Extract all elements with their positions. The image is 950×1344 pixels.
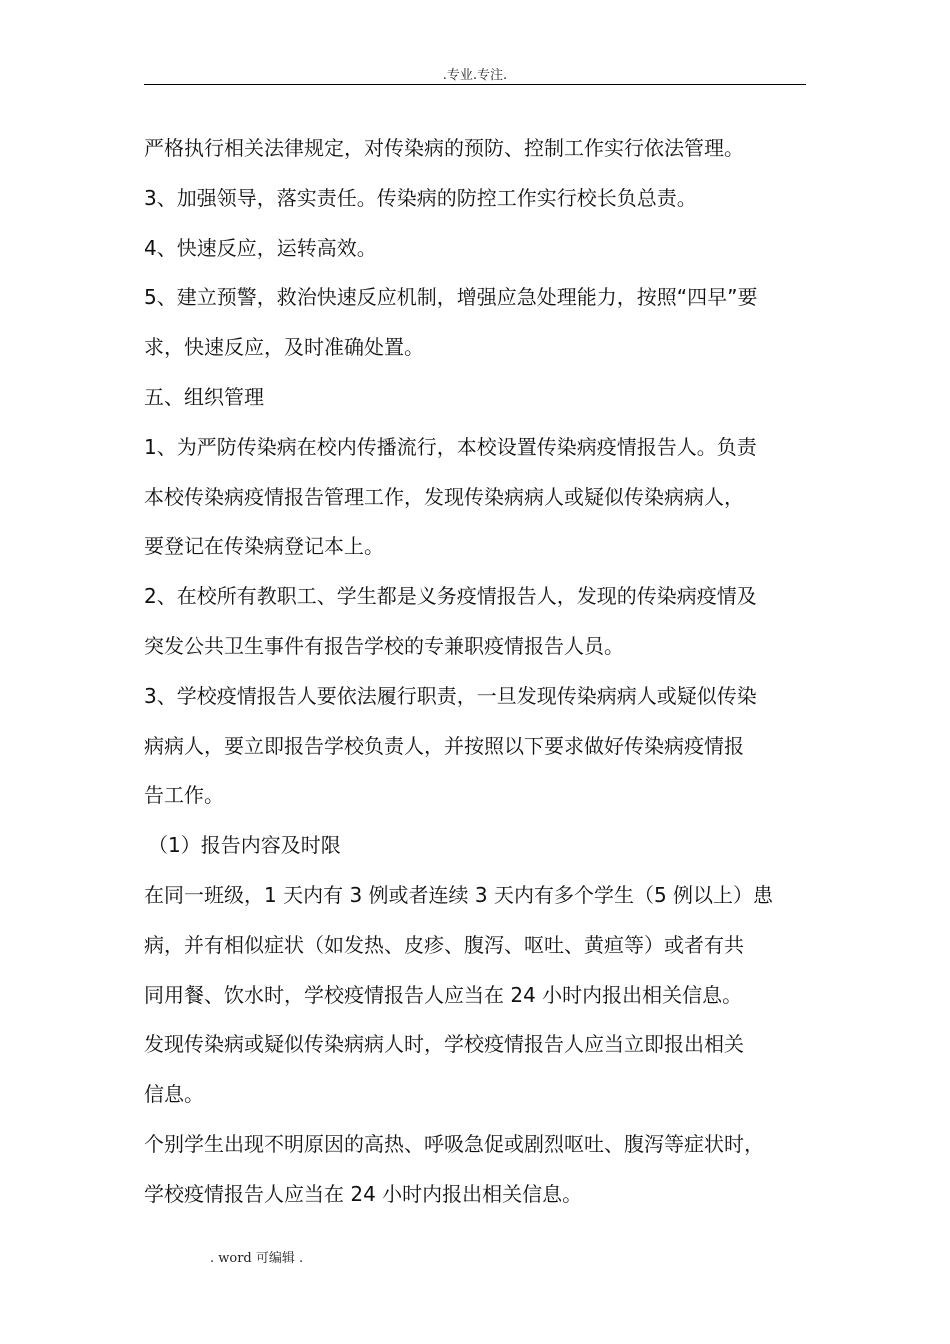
paragraph-line: 病，并有相似症状（如发热、皮疹、腹泻、呕吐、黄疸等）或者有共 (144, 932, 744, 957)
paragraph-line: 同用餐、饮水时，学校疫情报告人应当在 24 小时内报出相关信息。 (144, 982, 743, 1007)
header-divider (144, 84, 806, 85)
page-header: .专业.专注. (442, 68, 508, 83)
paragraph-line: 要登记在传染病登记本上。 (144, 534, 384, 559)
paragraph-line: 个别学生出现不明原因的高热、呼吸急促或剧烈呕吐、腹泻等症状时， (144, 1131, 764, 1156)
paragraph-line: 发现传染病或疑似传染病病人时，学校疫情报告人应当立即报出相关 (144, 1032, 744, 1057)
document-body (144, 124, 814, 1220)
subsection-heading: （1）报告内容及时限 (148, 833, 341, 858)
paragraph-line: 告工作。 (144, 783, 224, 808)
page-footer: . word 可编辑 . (210, 1251, 304, 1266)
paragraph-line: 信息。 (144, 1082, 204, 1107)
paragraph-line: 病病人，要立即报告学校负责人，并按照以下要求做好传染病疫情报 (144, 733, 744, 758)
paragraph-line: 在同一班级，1 天内有 3 例或者连续 3 天内有多个学生（5 例以上）患 (144, 882, 774, 907)
paragraph-line: 4、快速反应，运转高效。 (144, 235, 377, 260)
paragraph-line: 1、为严防传染病在校内传播流行，本校设置传染病疫情报告人。负责 (144, 434, 757, 459)
paragraph-line: 突发公共卫生事件有报告学校的专兼职疫情报告人员。 (144, 633, 624, 658)
section-heading: 五、组织管理 (144, 384, 264, 409)
paragraph-line: 求，快速反应，及时准确处置。 (144, 335, 424, 360)
paragraph-line: 5、建立预警，救治快速反应机制，增强应急处理能力，按照“四早”要 (144, 285, 758, 310)
paragraph-line: 学校疫情报告人应当在 24 小时内报出相关信息。 (144, 1181, 583, 1206)
paragraph-line: 2、在校所有教职工、学生都是义务疫情报告人，发现的传染病疫情及 (144, 584, 757, 609)
paragraph-line: 本校传染病疫情报告管理工作，发现传染病病人或疑似传染病病人， (144, 484, 744, 509)
paragraph-line: 严格执行相关法律规定，对传染病的预防、控制工作实行依法管理。 (144, 136, 744, 160)
paragraph-line: 3、加强领导，落实责任。传染病的防控工作实行校长负总责。 (144, 185, 697, 210)
paragraph-line: 3、学校疫情报告人要依法履行职责，一旦发现传染病病人或疑似传染 (144, 683, 757, 708)
